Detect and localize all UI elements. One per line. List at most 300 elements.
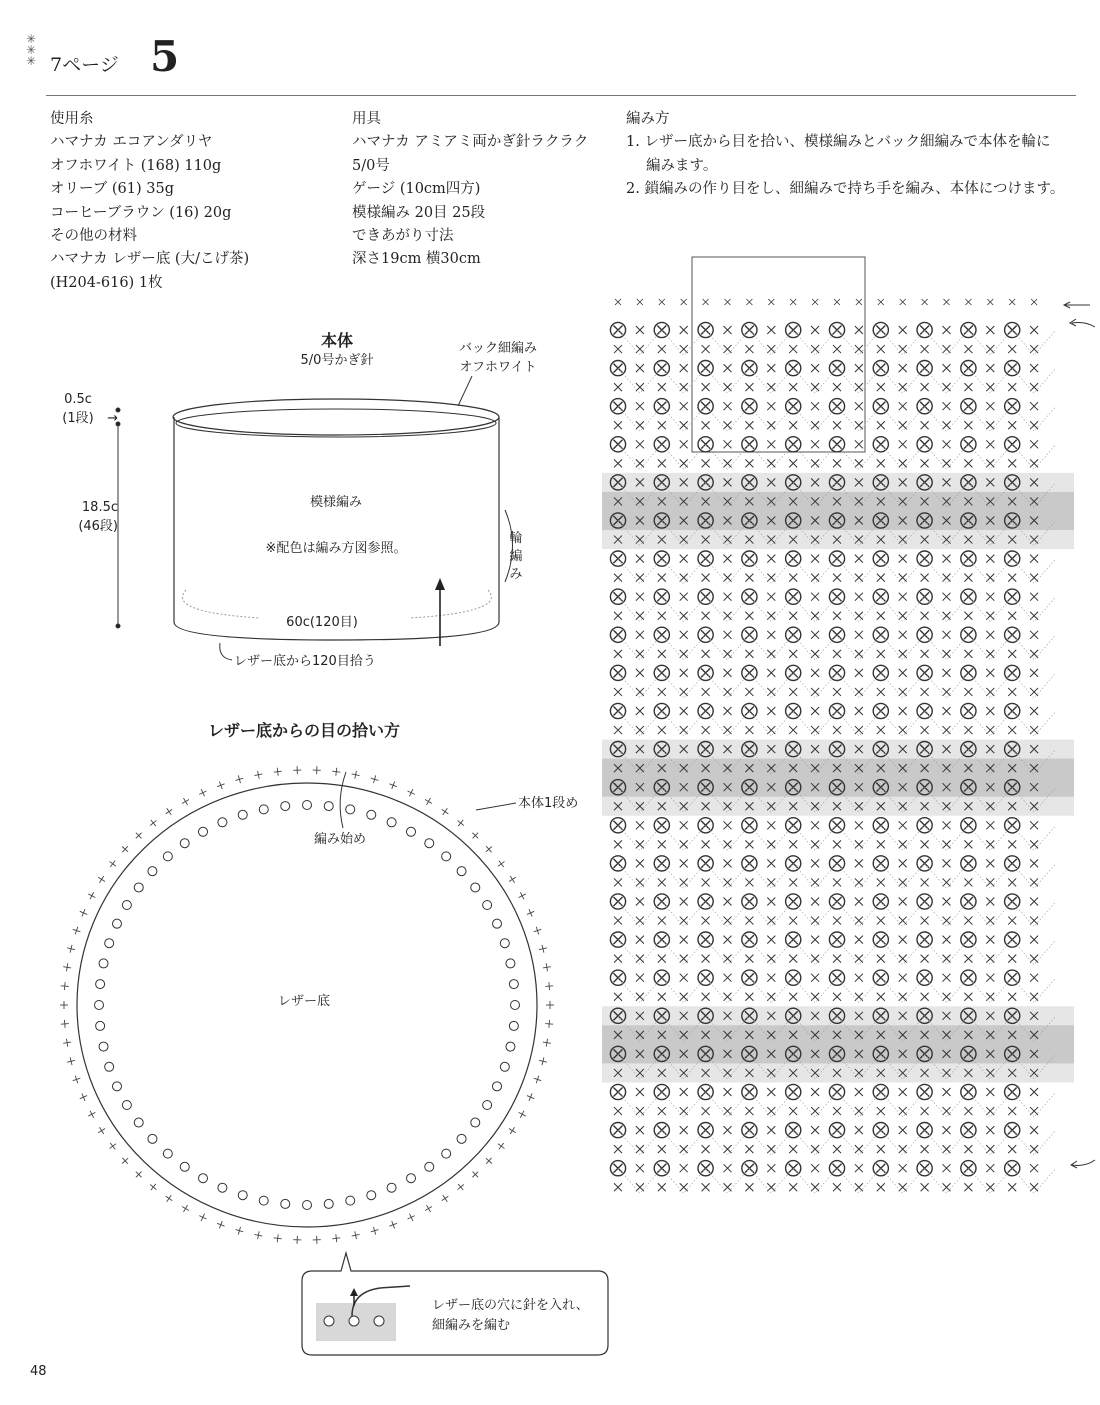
stitch-x <box>680 555 688 563</box>
pickup-label: レザー底から120目拾う <box>234 654 376 669</box>
stitch-x <box>614 612 622 620</box>
round1-stitch-mark <box>148 817 159 828</box>
stitch-x <box>921 688 929 696</box>
stitch-x <box>1008 878 1016 886</box>
stitch-x <box>680 593 688 601</box>
stitch-x <box>636 1164 644 1172</box>
stitch-x <box>1008 345 1016 353</box>
stitch-sc <box>965 299 971 305</box>
base-hole <box>134 1118 143 1127</box>
base-hole <box>509 980 518 989</box>
stitch-x <box>789 955 797 963</box>
round1-stitch-mark <box>406 787 417 798</box>
stitch-x <box>724 821 732 829</box>
stitch-x <box>1030 402 1038 410</box>
stitch-sc <box>768 299 774 305</box>
round1-stitch-mark <box>133 830 144 841</box>
stitch-x <box>1030 898 1038 906</box>
base-hole <box>457 1134 466 1143</box>
stitch-x <box>899 326 907 334</box>
round1-stitch-mark <box>180 796 191 807</box>
base-hole <box>112 919 121 928</box>
round1-stitch-mark <box>507 1125 518 1136</box>
stitch-x <box>921 1145 929 1153</box>
round1-label: 本体1段め <box>518 796 579 811</box>
stitch-x <box>745 1183 753 1191</box>
color-note: ※配色は編み方図参照。 <box>265 541 407 556</box>
round1-stitch-mark <box>96 1125 107 1136</box>
base-hole <box>238 810 247 819</box>
stitch-x <box>680 669 688 677</box>
stitch-x <box>921 840 929 848</box>
stitch-x <box>789 726 797 734</box>
round1-stitch-mark <box>332 1234 341 1243</box>
stitch-x <box>702 878 710 886</box>
stitch-x <box>899 1164 907 1172</box>
stitch-x <box>702 726 710 734</box>
stitch-x <box>899 859 907 867</box>
stitch-x <box>899 669 907 677</box>
stitch-x <box>724 669 732 677</box>
round1-stitch-mark <box>273 767 282 776</box>
materials-heading: 使用糸 <box>50 111 94 127</box>
stitch-x <box>789 688 797 696</box>
round1-stitch-mark <box>370 774 380 784</box>
stitch-sc <box>944 299 950 305</box>
stitch-x <box>636 555 644 563</box>
stitch-x <box>658 421 666 429</box>
width-dimension: 60c(120目) <box>286 615 358 630</box>
stitch-x <box>943 1126 951 1134</box>
stitch-x <box>680 936 688 944</box>
stitch-x <box>789 917 797 925</box>
stitch-x <box>636 1088 644 1096</box>
stitch-x <box>899 440 907 448</box>
stitch-x <box>767 898 775 906</box>
stitch-x <box>767 1164 775 1172</box>
stitch-x <box>636 821 644 829</box>
stitch-x <box>767 859 775 867</box>
edge-stitch-label: バック細編み <box>458 341 538 356</box>
stitch-x <box>877 955 885 963</box>
round-label-char: 輪 <box>509 531 523 546</box>
round1-stitch-mark <box>423 796 434 807</box>
round1-stitch-mark <box>293 766 301 774</box>
base-hole <box>238 1191 247 1200</box>
stitch-x <box>811 936 819 944</box>
stitch-x <box>1008 955 1016 963</box>
stitch-x <box>680 1164 688 1172</box>
base-hole <box>387 818 396 827</box>
detail-note-line-2: 細編みを編む <box>432 1318 511 1333</box>
base-hole <box>99 1042 108 1051</box>
round1-stitch-mark <box>86 1109 97 1120</box>
stitch-x <box>943 593 951 601</box>
stitch-x <box>702 612 710 620</box>
stitch-x <box>767 440 775 448</box>
base-hole <box>442 1149 451 1158</box>
stitch-x <box>833 1107 841 1115</box>
round1-stitch-mark <box>313 1236 321 1244</box>
stitch-x <box>833 345 841 353</box>
stitch-x <box>636 707 644 715</box>
stitch-x <box>745 421 753 429</box>
base-hole <box>180 1162 189 1171</box>
base-hole <box>281 802 290 811</box>
stitch-x <box>943 1164 951 1172</box>
stitch-x <box>745 345 753 353</box>
stitch-x <box>1030 440 1038 448</box>
stitch-x <box>702 459 710 467</box>
round1-stitch-mark <box>439 1193 450 1204</box>
stitch-x <box>767 402 775 410</box>
stitch-x <box>811 402 819 410</box>
stitch-x <box>658 1107 666 1115</box>
stitch-x <box>877 993 885 1001</box>
stitch-x <box>964 993 972 1001</box>
materials-line: その他の材料 <box>50 228 137 245</box>
round1-stitch-mark <box>216 1220 226 1230</box>
stitch-x <box>724 859 732 867</box>
stitch-x <box>855 326 863 334</box>
base-hole <box>259 805 268 814</box>
base-hole <box>471 1118 480 1127</box>
stitch-x <box>964 383 972 391</box>
stitch-x <box>702 1183 710 1191</box>
stitch-x <box>899 707 907 715</box>
stitch-x <box>1008 421 1016 429</box>
stitch-x <box>724 1164 732 1172</box>
stitch-x <box>724 1126 732 1134</box>
stitch-x <box>745 840 753 848</box>
base-hole <box>148 867 157 876</box>
method-step-continued: 編みます。 <box>646 157 718 174</box>
stitch-x <box>724 936 732 944</box>
round1-stitch-mark <box>546 1001 554 1009</box>
stitch-sc <box>1031 299 1037 305</box>
tools-heading: 用具 <box>352 111 381 127</box>
stitch-x <box>921 878 929 886</box>
base-hole <box>163 1149 172 1158</box>
stitch-x <box>745 383 753 391</box>
stitch-x <box>986 402 994 410</box>
stitch-x <box>899 936 907 944</box>
stitch-x <box>614 345 622 353</box>
round-label-char: 編 <box>509 549 523 564</box>
round-label-char: み <box>509 567 523 582</box>
stitch-x <box>899 821 907 829</box>
header-decoration: ✳ ✳ ✳ <box>26 32 37 68</box>
stitch-x <box>614 1107 622 1115</box>
base-hole <box>163 852 172 861</box>
stitch-x <box>855 1164 863 1172</box>
round1-stitch-mark <box>388 1220 398 1230</box>
base-hole <box>324 802 333 811</box>
stitch-x <box>1030 1164 1038 1172</box>
stitch-x <box>724 707 732 715</box>
stitch-x <box>636 631 644 639</box>
tools-line: できあがり寸法 <box>352 228 454 245</box>
stitch-x <box>614 878 622 886</box>
round1-stitch-mark <box>163 806 174 817</box>
stitch-x <box>833 917 841 925</box>
stitch-x <box>1008 726 1016 734</box>
stitch-x <box>680 1126 688 1134</box>
stitch-x <box>811 669 819 677</box>
stitch-x <box>702 574 710 582</box>
round1-stitch-mark <box>455 817 466 828</box>
round1-stitch-mark <box>525 1092 535 1102</box>
stitch-x <box>811 1164 819 1172</box>
stitch-x <box>964 574 972 582</box>
stitch-sc <box>1009 299 1015 305</box>
stitch-x <box>636 936 644 944</box>
round1-stitch-mark <box>273 1234 282 1243</box>
base-hole <box>367 810 376 819</box>
stitch-x <box>658 612 666 620</box>
stitch-x <box>899 402 907 410</box>
stitch-x <box>789 345 797 353</box>
materials-section <box>50 108 330 295</box>
color-band-dark <box>602 1025 1074 1063</box>
stitch-x <box>702 383 710 391</box>
stitch-x <box>811 593 819 601</box>
base-hole <box>112 1082 121 1091</box>
height-dimension: 18.5c <box>81 500 118 515</box>
round1-stitch-mark <box>254 770 263 779</box>
stitch-x <box>964 917 972 925</box>
stitch-x <box>899 631 907 639</box>
stitch-x <box>833 612 841 620</box>
stitch-x <box>899 1088 907 1096</box>
round1-stitch-mark <box>538 944 548 954</box>
stitch-x <box>658 955 666 963</box>
stitch-x <box>964 878 972 886</box>
stitch-x <box>855 669 863 677</box>
base-hole <box>218 1183 227 1192</box>
base-hole <box>122 1101 131 1110</box>
stitch-sc <box>900 299 906 305</box>
stitch-x <box>1030 1126 1038 1134</box>
stitch-sc <box>746 299 752 305</box>
stitch-x <box>986 1164 994 1172</box>
base-hole <box>493 919 502 928</box>
stitch-x <box>855 555 863 563</box>
stitch-sc <box>725 299 731 305</box>
stitch-x <box>789 840 797 848</box>
stitch-chart <box>600 255 1100 1195</box>
round1-stitch-mark <box>66 944 76 954</box>
round1-stitch-mark <box>234 1226 244 1236</box>
round1-stitch-mark <box>483 1155 494 1166</box>
materials-line: オフホワイト (168) 110g <box>50 157 222 174</box>
base-hole <box>281 1199 290 1208</box>
materials-line: ハマナカ エコアンダリヤ <box>50 134 213 151</box>
round1-stitch-mark <box>107 1141 118 1152</box>
stitch-x <box>724 402 732 410</box>
stitch-x <box>943 821 951 829</box>
tools-line: ゲージ (10cm四方) <box>352 181 481 198</box>
stitch-x <box>745 993 753 1001</box>
stitch-x <box>680 440 688 448</box>
stitch-x <box>877 1145 885 1153</box>
base-hole <box>500 939 509 948</box>
stitch-x <box>986 974 994 982</box>
stitch-sc <box>856 299 862 305</box>
edge-label-leader <box>458 376 472 406</box>
stitch-x <box>636 898 644 906</box>
height-rows: (46段) <box>78 519 118 534</box>
stitch-x <box>680 707 688 715</box>
stitch-x <box>986 1088 994 1096</box>
stitch-x <box>855 821 863 829</box>
round1-stitch-mark <box>545 982 554 991</box>
stitch-x <box>811 555 819 563</box>
stitch-x <box>1030 1088 1038 1096</box>
base-hole <box>471 883 480 892</box>
stitch-x <box>921 459 929 467</box>
stitch-x <box>943 898 951 906</box>
stitch-x <box>833 726 841 734</box>
stitch-x <box>964 840 972 848</box>
stitch-x <box>811 440 819 448</box>
stitch-x <box>767 821 775 829</box>
start-leader <box>340 772 346 828</box>
base-hole <box>105 1062 114 1071</box>
base-hole <box>99 959 108 968</box>
stitch-x <box>877 688 885 696</box>
round1-stitch-mark <box>470 830 481 841</box>
stitch-x <box>745 612 753 620</box>
round1-stitch-mark <box>60 1001 68 1009</box>
stitch-x <box>899 364 907 372</box>
start-label: 編み始め <box>313 832 367 847</box>
base-hole <box>96 980 105 989</box>
stitch-x <box>811 898 819 906</box>
stitch-x <box>789 421 797 429</box>
round1-stitch-mark <box>197 1212 208 1223</box>
top-band-arrow: → <box>107 411 118 426</box>
stitch-x <box>921 421 929 429</box>
stitch-x <box>1008 459 1016 467</box>
round1-stitch-mark <box>119 1155 130 1166</box>
stitch-sc <box>681 299 687 305</box>
stitch-x <box>767 707 775 715</box>
stitch-x <box>680 631 688 639</box>
round1-stitch-mark <box>78 1092 88 1102</box>
round1-stitch-mark <box>470 1169 481 1180</box>
color-band-dark <box>602 759 1074 797</box>
stitch-x <box>658 840 666 848</box>
stitch-x <box>745 878 753 886</box>
stitch-x <box>943 936 951 944</box>
stitch-x <box>833 1183 841 1191</box>
base-hole <box>457 867 466 876</box>
stitch-x <box>921 1107 929 1115</box>
round1-stitch-mark <box>496 858 507 869</box>
stitch-x <box>1008 917 1016 925</box>
stitch-sc <box>637 299 643 305</box>
round1-stitch-mark <box>532 1074 542 1084</box>
stitch-x <box>986 326 994 334</box>
stitch-x <box>921 955 929 963</box>
stitch-x <box>811 1126 819 1134</box>
stitch-x <box>964 955 972 963</box>
stitch-x <box>921 574 929 582</box>
round1-stitch-mark <box>180 1203 191 1214</box>
base-hole <box>96 1021 105 1030</box>
stitch-x <box>702 917 710 925</box>
tools-line: 深さ19cm 横30cm <box>352 251 481 268</box>
stitch-x <box>811 821 819 829</box>
tools-line: 模様編み 20目 25段 <box>352 204 486 221</box>
stitch-x <box>789 383 797 391</box>
round1-stitch-mark <box>63 1038 72 1047</box>
stitch-x <box>986 631 994 639</box>
stitch-x <box>1008 383 1016 391</box>
stitch-x <box>1030 859 1038 867</box>
stitch-x <box>899 974 907 982</box>
base-hole <box>95 1001 104 1010</box>
base-hole <box>259 1196 268 1205</box>
color-bands <box>602 473 1074 1083</box>
stitch-x <box>986 440 994 448</box>
hook-size-label: 5/0号かぎ針 <box>300 353 374 368</box>
stitch-x <box>943 707 951 715</box>
stitch-x <box>680 898 688 906</box>
stitch-x <box>833 383 841 391</box>
stitch-x <box>986 707 994 715</box>
base-hole <box>122 901 131 910</box>
round1-stitch-mark <box>455 1181 466 1192</box>
base-hole <box>483 901 492 910</box>
stitch-x <box>614 955 622 963</box>
stitch-x <box>943 440 951 448</box>
round1-stitch-mark <box>234 774 244 784</box>
base-center-label: レザー底 <box>277 994 331 1009</box>
stitch-x <box>702 1107 710 1115</box>
stitch-x <box>986 555 994 563</box>
base-hole <box>303 1201 312 1210</box>
stitch-x <box>921 1183 929 1191</box>
base-hole <box>218 818 227 827</box>
stitch-x <box>789 612 797 620</box>
page-number: 48 <box>30 1364 47 1379</box>
round1-stitch-mark <box>60 982 69 991</box>
stitch-sc <box>987 299 993 305</box>
body-diagram <box>40 320 580 680</box>
stitch-x <box>964 345 972 353</box>
stitch-x <box>767 593 775 601</box>
stitch-x <box>811 707 819 715</box>
round1-stitch-mark <box>148 1181 159 1192</box>
stitch-x <box>855 898 863 906</box>
round1-stitch-mark <box>370 1226 380 1236</box>
stitch-x <box>614 574 622 582</box>
stitch-x <box>855 593 863 601</box>
round1-stitch-mark <box>133 1169 144 1180</box>
stitch-x <box>745 459 753 467</box>
stitch-x <box>702 840 710 848</box>
round1-stitch-mark <box>293 1236 301 1244</box>
stitch-sc <box>922 299 928 305</box>
stitch-x <box>724 898 732 906</box>
round1-stitch-mark <box>517 1109 528 1120</box>
round1-stitch-mark <box>538 1056 548 1066</box>
stitch-x <box>1030 669 1038 677</box>
stitch-x <box>986 936 994 944</box>
stitch-x <box>745 1145 753 1153</box>
